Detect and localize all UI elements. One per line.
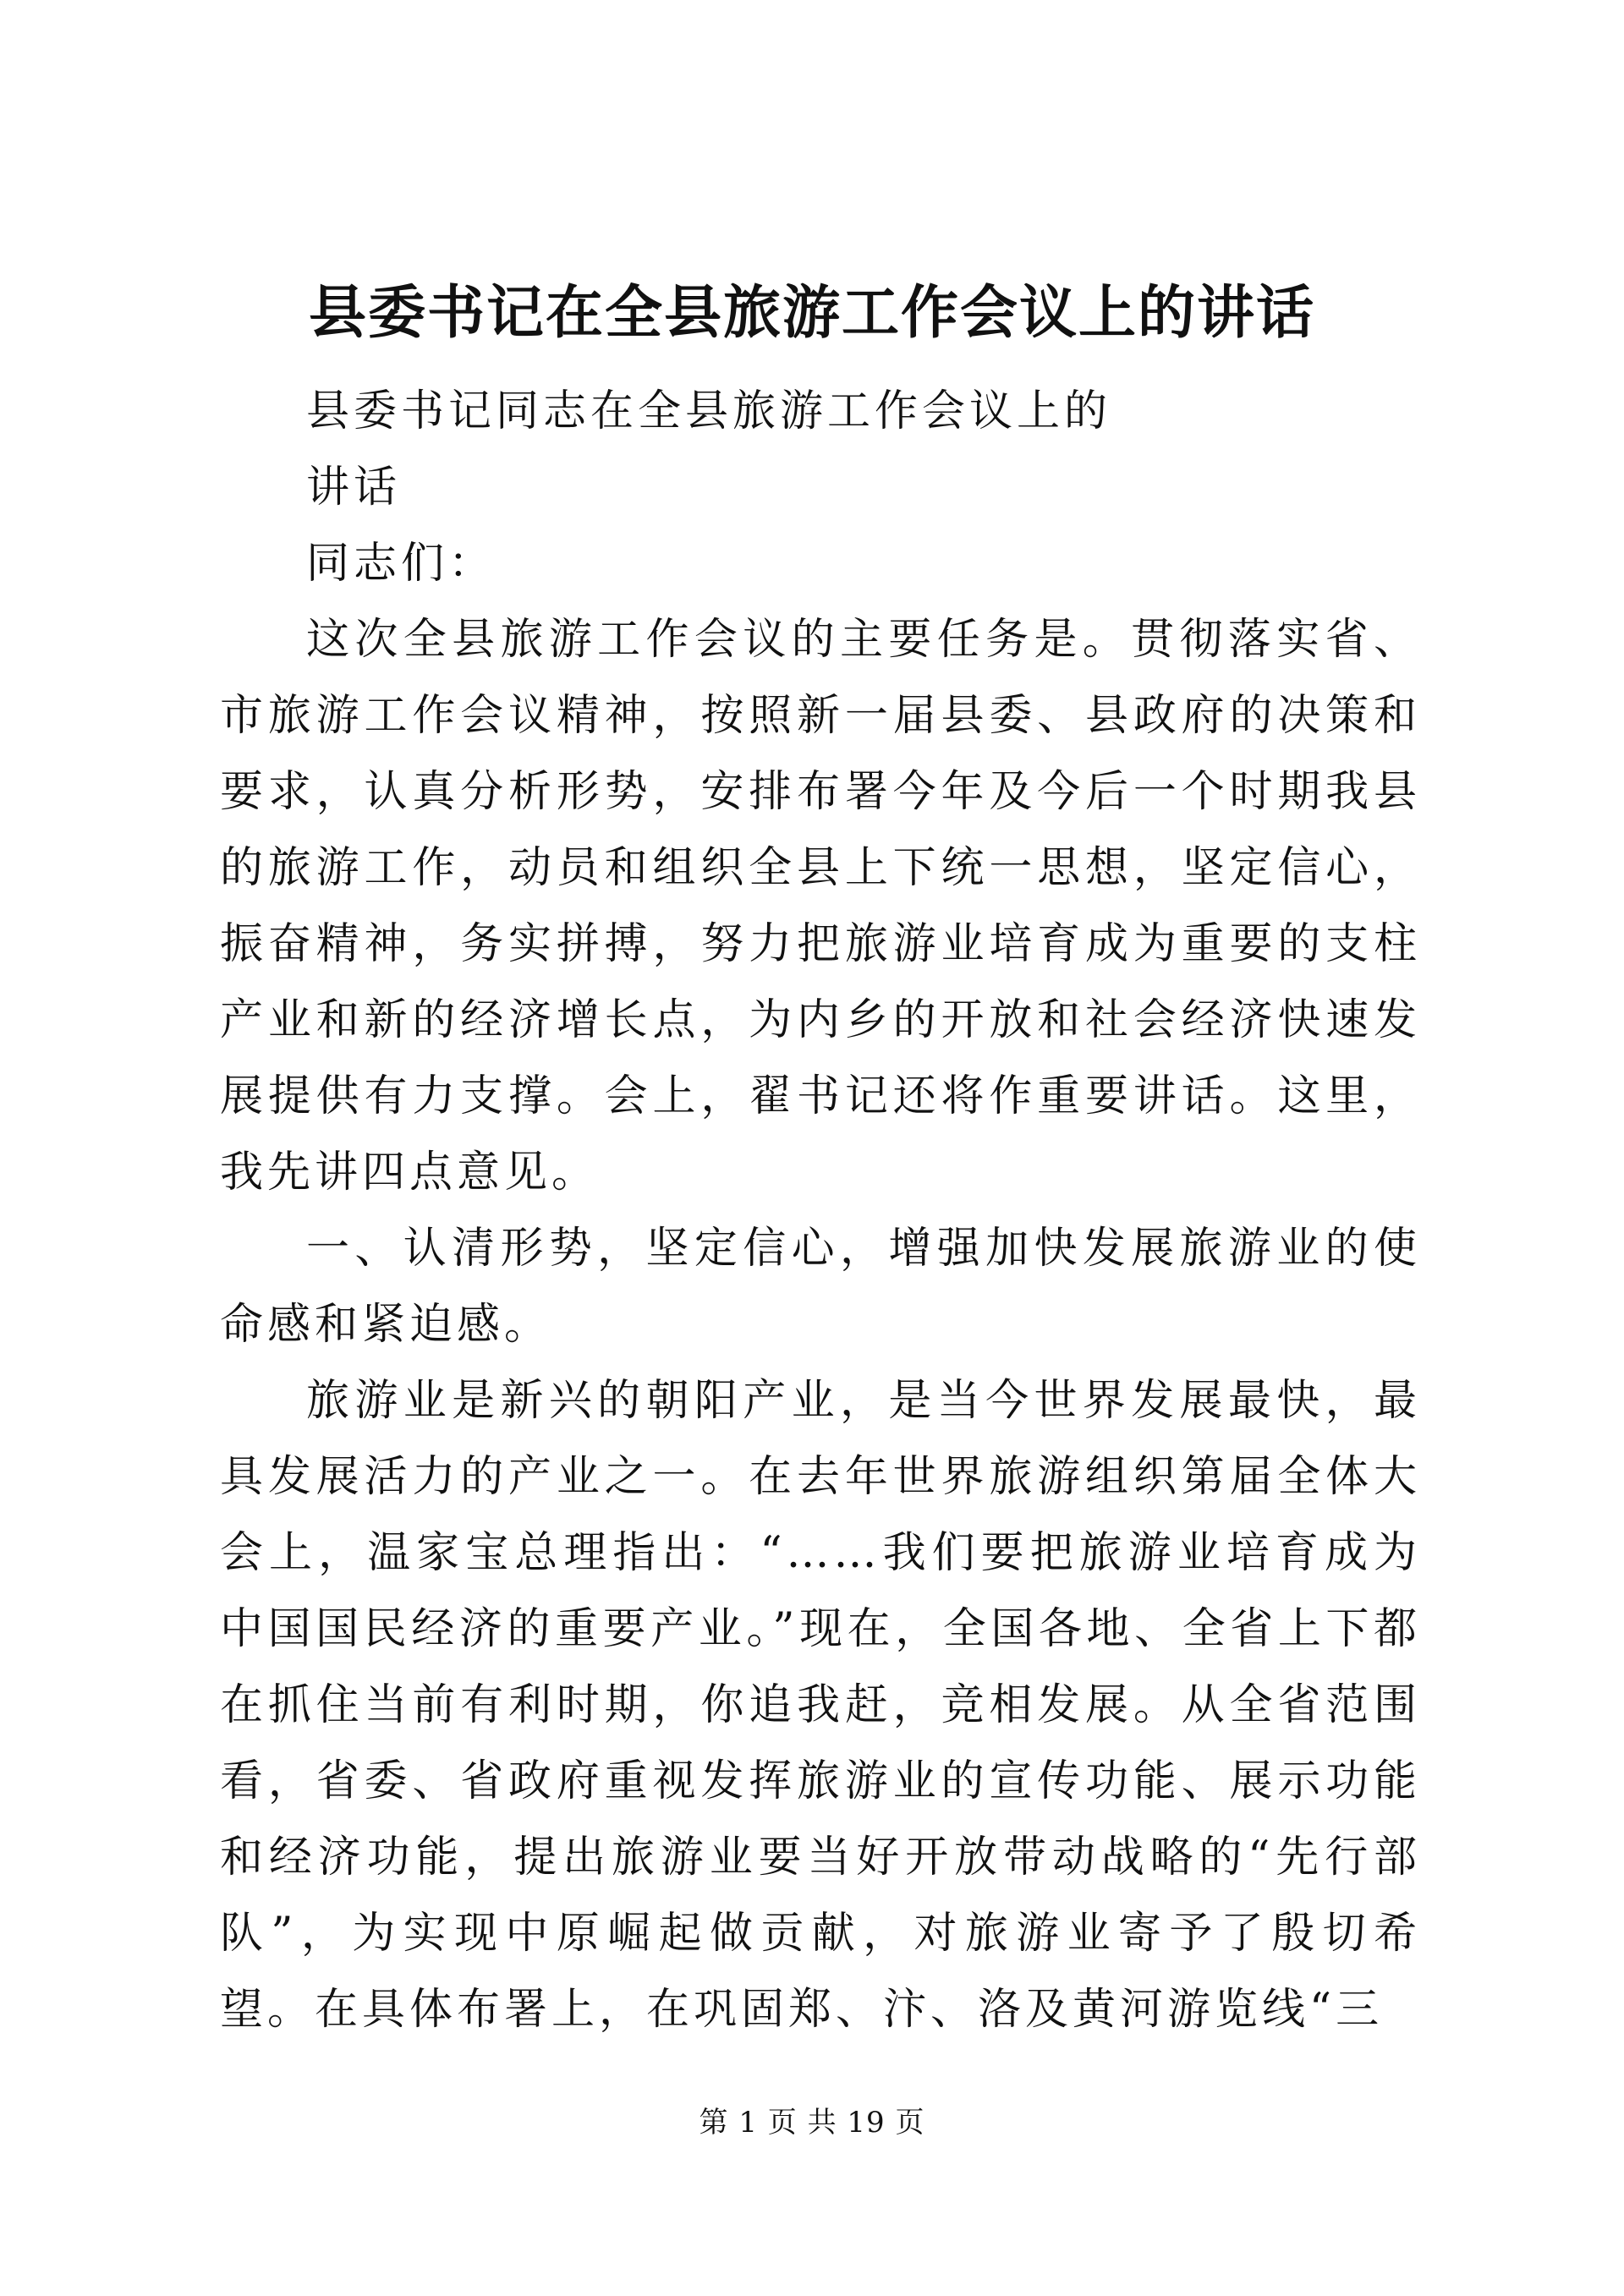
salutation: 同志们： [306,539,497,589]
section-heading-1: 一、认清形势，坚定信心，增强加快发展旅游业的使命感和紧迫感。 [220,1224,1421,1350]
document-title: 县委书记在全县旅游工作会议上的讲话 [308,279,1315,347]
paragraph-tourism: 旅游业是新兴的朝阳产业，是当今世界发展最快，最具发展活力的产业之一。在去年世界旅游组织第届全体大会上，温家宝总理指出：“……我们要把旅游业培育成为中国国民经济的重要产业。”现在，全国各地、全省上下都在抓住当前有利时期，你追我赶，竞相发展。从全省范围看，省委、省政府重视发挥旅游业的宣传功能、展示功能和经济功能，提出旅游业要当好开放带动战略的“先行部队”，为实现中原崛起做贡献，对旅游业寄予了殷切希望。在具体布署上，在巩固郑、汴、洛及黄河游览线“三 [220,1376,1421,2035]
document-body [220,374,1421,2048]
page-number: 第 1 页 共 19 页 [699,2106,925,2140]
subtitle-line-2: 讲话 [306,463,402,512]
paragraph-intro: 这次全县旅游工作会议的主要任务是。贯彻落实省、市旅游工作会议精神，按照新一届县委、县政府的决策和要求，认真分析形势，安排布署今年及今后一个时期我县的旅游工作，动员和组织全县上下统一思想，坚定信心，振奋精神，务实拼搏，努力把旅游业培育成为重要的支柱产业和新的经济增长点，为内乡的开放和社会经济快速发展提供有力支撑。会上，翟书记还将作重要讲话。这里，我先讲四点意见。 [220,615,1421,1197]
subtitle-line-1: 县委书记同志在全县旅游工作会议上的 [306,386,1112,436]
page-footer [0,2104,1624,2141]
